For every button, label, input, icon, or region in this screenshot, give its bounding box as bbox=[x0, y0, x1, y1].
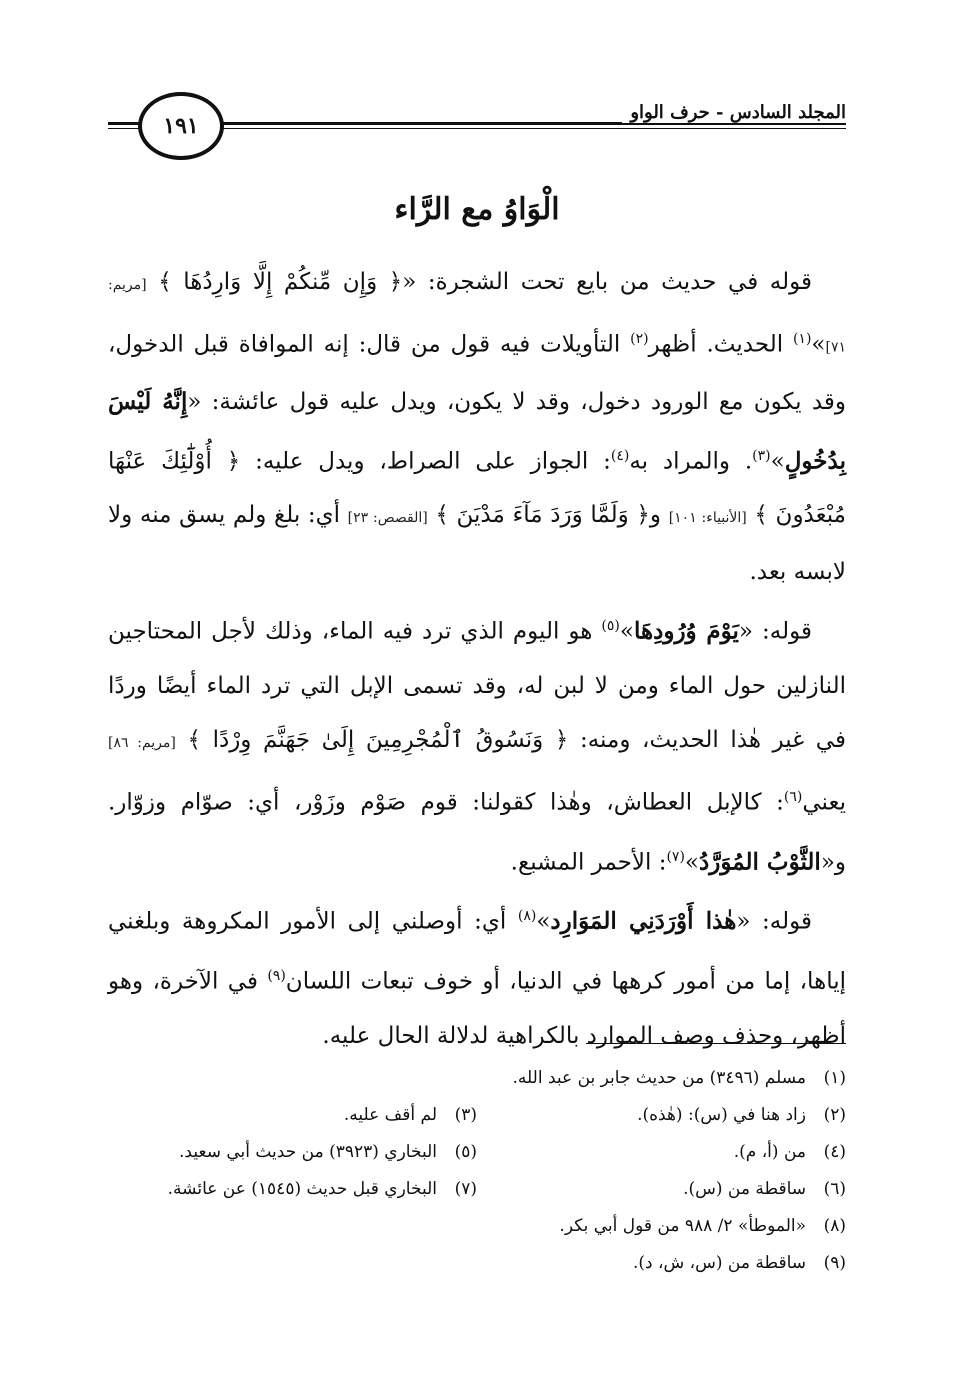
footnote-text: ساقطة من (س). bbox=[683, 1179, 806, 1199]
footnote-text: «الموطأ» ٢/ ٩٨٨ من قول أبي بكر. bbox=[559, 1216, 806, 1236]
footnote-number: (٥) bbox=[454, 1142, 477, 1162]
quran-verse: ﴿ وَإِن مِّنكُمْ إِلَّا وَارِدُهَا ﴾ bbox=[158, 269, 403, 295]
footnote-text: ساقطة من (س، ش، د). bbox=[633, 1253, 806, 1273]
footnote-row bbox=[108, 1171, 846, 1208]
text-run: . والمراد به bbox=[629, 448, 753, 475]
text-run: التأويلات فيه قول من قال: إنه الموافاة قبل الدخول، وقد يكون مع الورود دخول، وقد لا يكون، ويدل عليه قول عائشة: « bbox=[108, 331, 847, 415]
footnote bbox=[108, 1171, 477, 1208]
verse-reference: [مريم: ٨٦] bbox=[108, 734, 176, 751]
quran-verse: ﴿ وَلَمَّا وَرَدَ مَآءَ مَدْيَنَ ﴾ bbox=[435, 502, 650, 529]
footnote bbox=[108, 1134, 477, 1171]
footnote-number: (٢) bbox=[823, 1105, 846, 1125]
text-run: قوله: « bbox=[736, 908, 812, 935]
footnote bbox=[477, 1134, 846, 1171]
footnote bbox=[477, 1171, 846, 1208]
hadith-phrase: إِنَّهُ لَيْسَ بِدُخُولٍ bbox=[108, 387, 847, 475]
footnote-row bbox=[108, 1208, 846, 1245]
text-run: هو اليوم الذي ترد فيه الماء، وذلك لأجل المحتاجين النازلين حول الماء ومن لا لبن له، وقد تسمى الإبل التي ترد الماء أيضًا وردًا في غير هٰذا الحديث، ومنه: bbox=[108, 618, 846, 753]
text-run: الحديث. أظهر bbox=[648, 331, 793, 358]
footnote-text: من (أ، م). bbox=[733, 1142, 806, 1162]
text-run: يعني bbox=[802, 789, 846, 816]
verse-reference: [مريم: ٧١] bbox=[108, 277, 846, 356]
footnote-row bbox=[108, 1245, 846, 1282]
text-run: و bbox=[649, 502, 669, 529]
footnote-number: (٦) bbox=[823, 1179, 846, 1199]
text-run: أي: أوصلني إلى الأمور المكروهة وبلغني إياها، إما من أمور كرهها في الدنيا، أو خوف تبعات اللسان bbox=[108, 908, 846, 995]
paragraph bbox=[108, 889, 846, 1062]
footnotes bbox=[108, 1060, 846, 1282]
footnote-number: (٧) bbox=[454, 1179, 477, 1199]
footnote bbox=[477, 1097, 846, 1134]
quran-verse: ﴿ أُوْلَٰٓئِكَ عَنْهَا مُبْعَدُونَ ﴾ bbox=[108, 448, 846, 529]
text-run: : الجواز على الصراط، ويدل عليه: bbox=[240, 448, 611, 475]
footnote-marker[interactable]: (١) bbox=[792, 331, 812, 347]
footnote-separator bbox=[586, 1043, 846, 1044]
text-run: » bbox=[619, 618, 634, 645]
header-rule-mid-thin bbox=[218, 128, 298, 129]
footnote-row bbox=[108, 1097, 846, 1134]
main-text bbox=[108, 255, 846, 1063]
footnote-text: البخاري قبل حديث (١٥٤٥) عن عائشة. bbox=[167, 1179, 437, 1199]
text-run: » bbox=[536, 908, 551, 935]
footnote-row bbox=[108, 1134, 846, 1171]
footnote-number: (٩) bbox=[823, 1253, 846, 1273]
text-run: : الأحمر المشبع. bbox=[510, 849, 667, 876]
text-run: : كالإبل العطاش، وهٰذا كقولنا: قوم صَوْم وزَوْر، أي: صوّام وزوّار. و« bbox=[108, 789, 846, 876]
footnote-number: (٨) bbox=[823, 1216, 846, 1236]
text-run: » bbox=[684, 849, 699, 876]
text-run: » bbox=[811, 331, 826, 358]
quran-verse: ﴿ وَنَسُوقُ ٱلْمُجْرِمِينَ إِلَىٰ جَهَنَّمَ وِرْدًا ﴾ bbox=[187, 726, 569, 753]
footnote-row bbox=[108, 1060, 846, 1097]
page-number: ١٩١ bbox=[138, 92, 224, 160]
footnote-marker[interactable]: (٣) bbox=[752, 447, 771, 464]
text-run: قوله: « bbox=[738, 618, 812, 645]
footnote bbox=[108, 1208, 846, 1245]
header-rule-right-thin bbox=[286, 128, 846, 129]
footnote bbox=[108, 1060, 846, 1097]
text-run: أي: بلغ ولم يسق منه ولا لابسه بعد. bbox=[108, 502, 846, 586]
paragraph bbox=[108, 255, 846, 599]
hadith-phrase: يَوْمَ وُرُودِهَا bbox=[633, 617, 739, 645]
footnote-number: (١) bbox=[823, 1068, 846, 1088]
footnote-number: (٣) bbox=[454, 1105, 477, 1125]
paragraph bbox=[108, 599, 846, 889]
footnote-text: البخاري (٣٩٢٣) من حديث أبي سعيد. bbox=[179, 1142, 437, 1162]
footnote bbox=[108, 1245, 846, 1282]
footnote-marker[interactable]: (٦) bbox=[783, 788, 803, 805]
text-run: قوله في حديث من بايع تحت الشجرة: « bbox=[402, 269, 813, 295]
running-head: المجلد السادس - حرف الواو bbox=[622, 102, 846, 123]
footnote-number: (٤) bbox=[823, 1142, 846, 1162]
footnote-marker[interactable]: (٢) bbox=[630, 331, 649, 347]
footnote-text: مسلم (٣٤٩٦) من حديث جابر بن عبد الله. bbox=[512, 1068, 806, 1088]
section-title: الْوَاوُ مع الرَّاء bbox=[394, 192, 560, 227]
footnote-marker[interactable]: (٩) bbox=[267, 967, 286, 984]
text-run: » bbox=[770, 448, 785, 475]
footnote-marker[interactable]: (٨) bbox=[517, 908, 537, 925]
footnote-text: زاد هنا في (س): (هٰذه). bbox=[637, 1105, 806, 1125]
footnote bbox=[108, 1097, 477, 1134]
verse-reference: [القصص: ٢٣] bbox=[347, 510, 428, 527]
hadith-phrase: الثَّوْبُ المُوَرَّدُ bbox=[699, 848, 821, 876]
page-header bbox=[108, 92, 846, 170]
hadith-phrase: هٰذا أَوْرَدَنِي المَوَارِد bbox=[550, 907, 737, 935]
verse-reference: [الأنبياء: ١٠١] bbox=[668, 510, 747, 527]
footnote-text: لم أقف عليه. bbox=[343, 1105, 437, 1125]
header-rule-mid bbox=[218, 122, 298, 125]
footnote-marker[interactable]: (٥) bbox=[601, 618, 620, 635]
footnote-marker[interactable]: (٧) bbox=[666, 848, 685, 865]
text-run: في الآخرة، وهو أظهر، وحذف وصف الموارد بالكراهية لدلالة الحال عليه. bbox=[108, 968, 846, 1049]
footnote-marker[interactable]: (٤) bbox=[610, 447, 630, 464]
